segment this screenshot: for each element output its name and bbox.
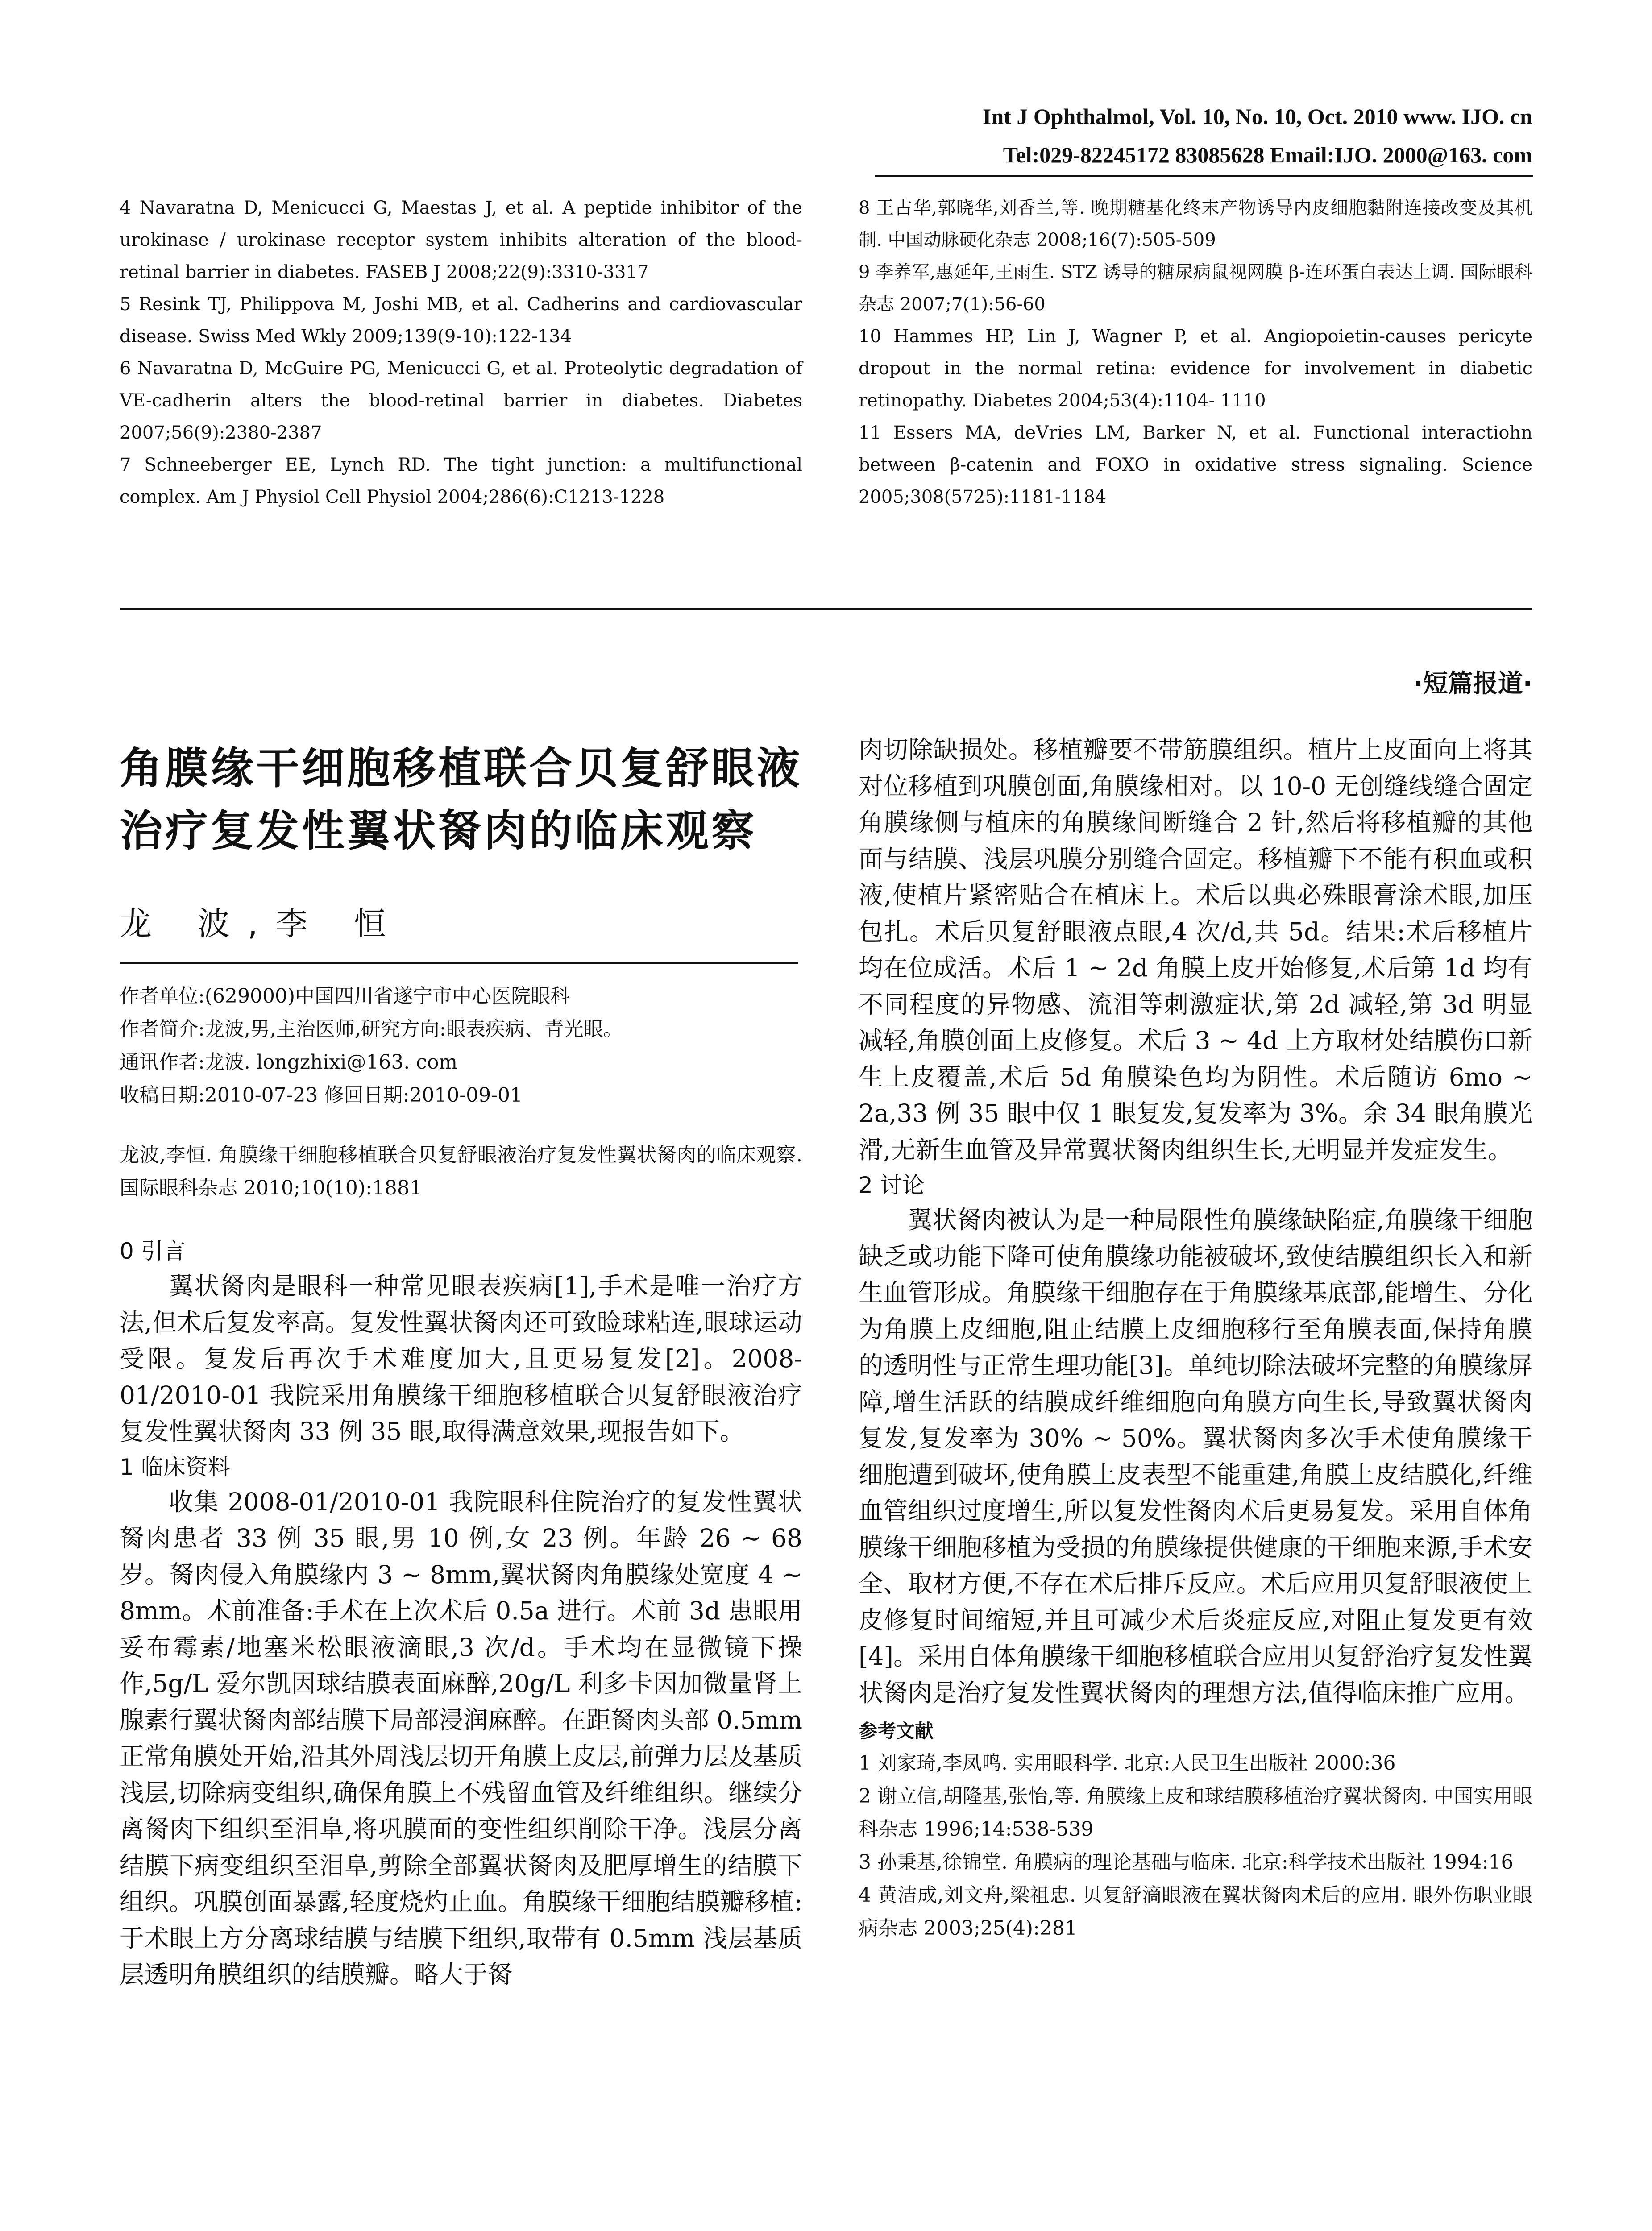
meta-bio: 作者简介:龙波,男,主治医师,研究方向:眼表疾病、青光眼。 [120,1018,623,1041]
reference-item: 3 孙秉基,徐锦堂. 角膜病的理论基础与临床. 北京:科学技术出版社 1994:16 [859,1851,1514,1874]
journal-contact: Tel:029-82245172 83085628 Email:IJO. 2000@163. com [1003,142,1532,167]
title-rule [120,962,798,964]
clinical-paragraph-left: 收集 2008-01/2010-01 我院眼科住院治疗的复发性翼状胬肉患者 33 例 35 眼,男 10 例,女 23 例。年龄 26 ~ 68 岁。胬肉侵入角膜缘内 3 ~ 8mm,翼状胬肉角膜缘处宽度 4 ~ 8mm。术前准备:手术在上次术后 0.5a 进行。术前 3d 患眼用妥布霉素/地塞米松眼液滴眼,3 次/d。手术均在显微镜下操作,5g/L 爱尔凯因球结膜表面麻醉,20g/L 利多卡因加微量肾上腺素行翼状胬肉部结膜下局部浸润麻醉。在距胬肉头部 0.5mm 正常角膜处开始,沿其外周浅层切开角膜上皮层,前弹力层及基质浅层,切除病变组织,确保角膜上不残留血管及纤维组织。继续分离胬肉下组织至泪阜,将巩膜面的变性组织削除干净。浅层分离结膜下病变组织至泪阜,剪除全部翼状胬肉及肥厚增生的结膜下组织。巩膜创面暴露,轻度烧灼止血。角膜缘干细胞结膜瓣移植:于术眼上方分离球结膜与结膜下组织,取带有 0.5mm 浅层基质层透明角膜组织的结膜瓣。略大于胬 [120,1487,802,1989]
left-column [120,737,802,1993]
ref-item: 9 李养军,惠延年,王雨生. STZ 诱导的糖尿病鼠视网膜 β-连环蛋白表达上调. 国际眼科杂志 2007;7(1):56-60 [859,262,1532,315]
citation: 龙波,李恒. 角膜缘干细胞移植联合贝复舒眼液治疗复发性翼状胬肉的临床观察. 国际眼科杂志 2010;10(10):1881 [120,1144,802,1199]
author-meta [120,980,802,1112]
reference-item: 2 谢立信,胡隆基,张怡,等. 角膜缘上皮和球结膜移植治疗翼状胬肉. 中国实用眼科杂志 1996;14:538-539 [859,1785,1532,1841]
ref-item: 4 Navaratna D, Menicucci G, Maestas J, et al. A peptide inhibitor of the urokinase / urokinase receptor system inhibits alteration of the blood-retinal barrier in diabetes. FASEB J 2008;22(9):3310-3317 [120,198,802,282]
heading-introduction: 0 引言 [120,1238,186,1264]
category-label: ·短篇报道· [1413,669,1532,698]
ref-item: 6 Navaratna D, McGuire PG, Menicucci G, et al. Proteolytic degradation of VE-cadherin alters the blood-retinal barrier in diabetes. Diabetes 2007;56(9):2380-2387 [120,358,802,443]
intro-paragraph: 翼状胬肉是眼科一种常见眼表疾病[1],手术是唯一治疗方法,但术后复发率高。复发性翼状胬肉还可致睑球粘连,眼球运动受限。复发后再次手术难度加大,且更易复发[2]。2008-01/2010-01 我院采用角膜缘干细胞移植联合贝复舒眼液治疗复发性翼状胬肉 33 例 35 眼,取得满意效果,现报告如下。 [120,1272,802,1446]
meta-dates: 收稿日期:2010-07-23 修回日期:2010-09-01 [120,1084,523,1107]
header-rule [875,175,1533,177]
article-authors: 龙 波,李 恒 [120,905,404,942]
section-divider [120,608,1532,610]
article-title: 角膜缘干细胞移植联合贝复舒眼液治疗复发性翼状胬肉的临床观察 [120,743,802,856]
heading-discussion: 2 讨论 [859,1172,925,1198]
clinical-paragraph-right: 肉切除缺损处。移植瓣要不带筋膜组织。植片上皮面向上将其对位移植到巩膜创面,角膜缘相对。以 10-0 无创缝线缝合固定角膜缘侧与植床的角膜缘间断缝合 2 针,然后将移植瓣的其他面与结膜、浅层巩膜分别缝合固定。移植瓣下不能有积血或积液,使植片紧密贴合在植床上。术后以典必殊眼膏涂术眼,加压包扎。术后贝复舒眼液点眼,4 次/d,共 5d。结果:术后移植片均在位成活。术后 1 ~ 2d 角膜上皮开始修复,术后第 1d 均有不同程度的异物感、流泪等刺激症状,第 2d 减轻,第 3d 明显减轻,角膜创面上皮修复。术后 3 ~ 4d 上方取材处结膜伤口新生上皮覆盖,术后 5d 角膜染色均为阴性。术后随访 6mo ~ 2a,33 例 35 眼中仅 1 眼复发,复发率为 3%。余 34 眼角膜光滑,无新生血管及异常翼状胬肉组织生长,无明显并发症发生。 [859,735,1532,1164]
ref-item: 11 Essers MA, deVries LM, Barker N, et al. Functional interactiohn between β-catenin and FOXO in oxidative stress signaling. Science 2005;308(5725):1181-1184 [859,423,1532,507]
reference-item: 4 黄洁成,刘文舟,梁祖忠. 贝复舒滴眼液在翼状胬肉术后的应用. 眼外伤职业眼病杂志 2003;25(4):281 [859,1884,1532,1940]
discussion-paragraph: 翼状胬肉被认为是一种局限性角膜缘缺陷症,角膜缘干细胞缺乏或功能下降可使角膜缘功能被破坏,致使结膜组织长入和新生血管形成。角膜缘干细胞存在于角膜缘基底部,能增生、分化为角膜上皮细胞,阻止结膜上皮细胞移行至角膜表面,保持角膜的透明性与正常生理功能[3]。单纯切除法破坏完整的角膜缘屏障,增生活跃的结膜成纤维细胞向角膜方向生长,导致翼状胬肉复发,复发率为 30% ~ 50%。翼状胬肉多次手术使角膜缘干细胞遭到破坏,使角膜上皮表型不能重建,角膜上皮结膜化,纤维血管组织过度增生,所以复发性胬肉术后更易复发。采用自体角膜缘干细胞移植为受损的角膜缘提供健康的干细胞来源,手术安全、取材方便,不存在术后排斥反应。术后应用贝复舒眼液使上皮修复时间缩短,并且可减少术后炎症反应,对阻止复发更有效[4]。采用自体角膜缘干细胞移植联合应用贝复舒治疗复发性翼状胬肉是治疗复发性翼状胬肉的理想方法,值得临床推广应用。 [859,1206,1532,1707]
prev-refs-left [120,192,802,513]
ref-item: 7 Schneeberger EE, Lynch RD. The tight junction: a multifunctional complex. Am J Physiol Cell Physiol 2004;286(6):C1213-1228 [120,455,802,507]
heading-references: 参考文献 [859,1720,934,1742]
ref-item: 5 Resink TJ, Philippova M, Joshi MB, et al. Cadherins and cardiovascular disease. Swiss Med Wkly 2009;139(9-10):122-134 [120,294,802,347]
prev-refs-right [859,192,1532,513]
meta-affiliation: 作者单位:(629000)中国四川省遂宁市中心医院眼科 [120,985,570,1008]
ref-item: 8 王占华,郭晓华,刘香兰,等. 晚期糖基化终末产物诱导内皮细胞黏附连接改变及其机制. 中国动脉硬化杂志 2008;16(7):505-509 [859,198,1532,250]
ref-item: 10 Hammes HP, Lin J, Wagner P, et al. Angiopoietin-causes pericyte dropout in the normal retina: evidence for involvement in diabetic retinopathy. Diabetes 2004;53(4):1104- 1110 [859,326,1532,411]
reference-item: 1 刘家琦,李凤鸣. 实用眼科学. 北京:人民卫生出版社 2000:36 [859,1752,1396,1775]
journal-header: Int J Ophthalmol, Vol. 10, No. 10, Oct. 2010 www. IJO. cn [982,104,1532,129]
right-column [859,732,1532,1945]
heading-clinical-data: 1 临床资料 [120,1454,230,1480]
meta-correspondence: 通讯作者:龙波. longzhixi@163. com [120,1051,458,1074]
